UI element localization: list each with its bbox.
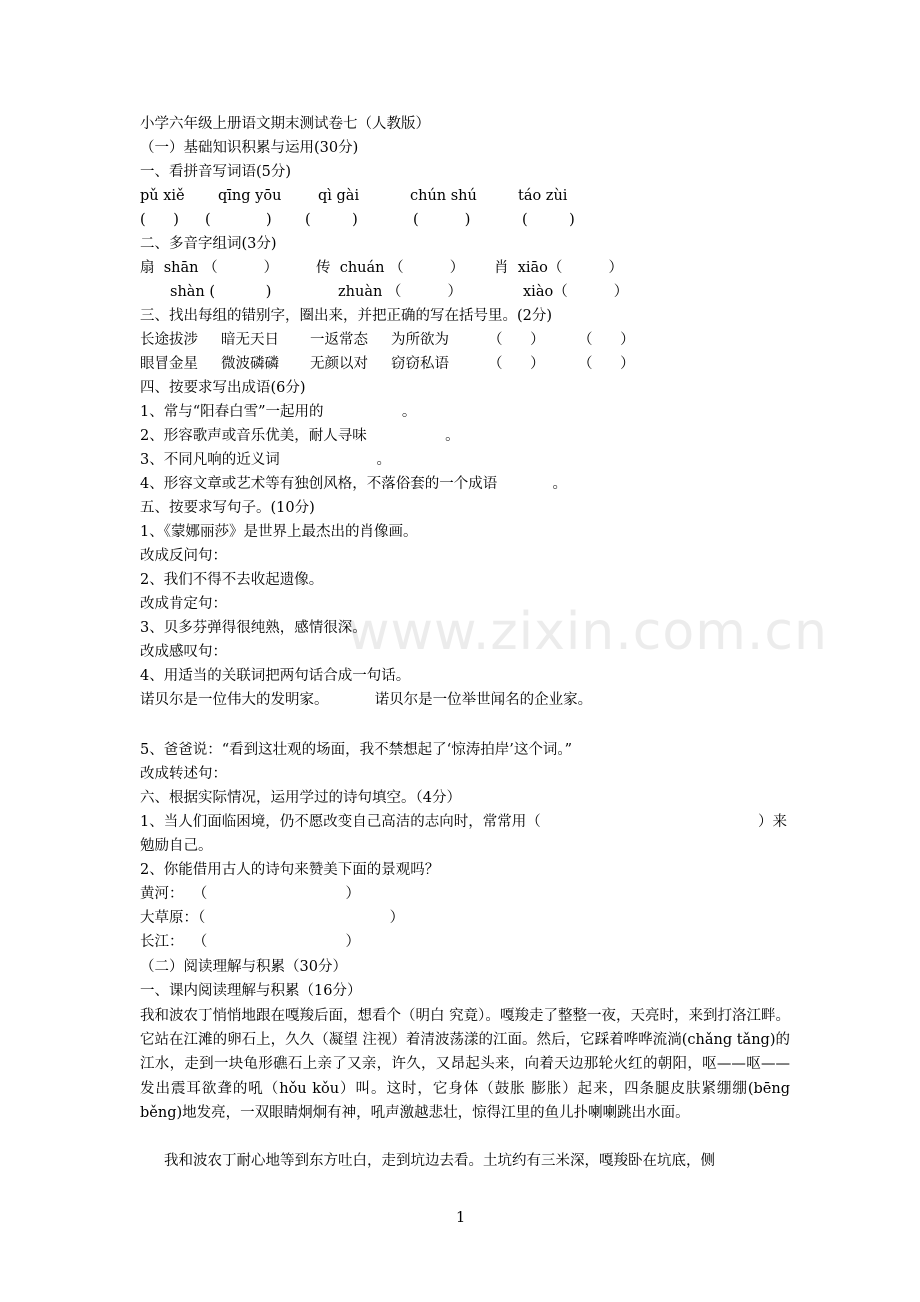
question-heading: 一、课内阅读理解与积累（16分） <box>140 983 362 999</box>
answer-blank: （ ） <box>488 332 545 348</box>
answer-blank: ( ) <box>522 212 575 228</box>
pinyin-5: táo zùi <box>518 188 568 204</box>
question-instruction: 改成肯定句： <box>140 596 227 612</box>
question-item: 1、常与“阳春白雪”一起用的 。 <box>140 404 417 420</box>
idiom-item: 无颜以对 <box>310 356 368 372</box>
idiom-item: 微波磷磷 <box>221 356 279 372</box>
answer-blank: ( ) <box>205 212 272 228</box>
polyphone-item: xiào（ ） <box>523 284 629 300</box>
pinyin-3: qì gài <box>318 188 360 204</box>
polyphone-item: 肖 xiāo（ ） <box>494 260 623 276</box>
idiom-item: 眼冒金星 <box>140 356 198 372</box>
question-heading: 一、看拼音写词语(5分) <box>140 164 292 180</box>
question-item: 1、《蒙娜丽莎》是世界上最杰出的肖像画。 <box>140 524 418 540</box>
answer-blank: ( ) <box>413 212 471 228</box>
reading-paragraph: 我和波农丁耐心地等到东方吐白，走到坑边去看。土坑约有三米深，嘎羧卧在坑底，侧 <box>164 1153 715 1169</box>
watermark: www.zixin.com.cn <box>347 602 828 662</box>
question-heading: 二、多音字组词(3分) <box>140 236 277 252</box>
idiom-item: 暗无天日 <box>221 332 279 348</box>
question-item: 1、当人们面临困境，仍不愿改变自己高洁的志向时，常常用（ <box>140 814 541 830</box>
question-item: 诺贝尔是一位伟大的发明家。 诺贝尔是一位举世闻名的企业家。 <box>140 692 593 708</box>
question-instruction: 改成转述句： <box>140 766 227 782</box>
section-heading: （一）基础知识积累与运用(30分) <box>140 140 359 156</box>
answer-blank: （ ） <box>578 332 635 348</box>
polyphone-item: 扇 shān （ ） <box>140 260 279 276</box>
question-item: 2、形容歌声或音乐优美，耐人寻味 。 <box>140 428 460 444</box>
question-item: 4、用适当的关联词把两句话合成一句话。 <box>140 668 411 684</box>
question-item: 3、贝多芬弹得很纯熟，感情很深。 <box>140 620 367 636</box>
answer-blank: ( ) <box>305 212 358 228</box>
fill-huanghe: 黄河： （ ） <box>140 886 360 902</box>
question-item-end: ）来 <box>758 814 787 830</box>
question-instruction: 改成反问句： <box>140 548 227 564</box>
question-heading: 三、找出每组的错别字，圈出来，并把正确的写在括号里。(2分) <box>140 308 553 324</box>
answer-blank: （ ） <box>578 356 635 372</box>
question-item: 3、不同凡响的近义词 。 <box>140 452 392 468</box>
question-item: 勉励自己。 <box>140 838 213 854</box>
idiom-item: 窃窃私语 <box>391 356 449 372</box>
polyphone-item: shàn ( ) <box>170 284 272 300</box>
fill-caoyuan: 大草原：（ ） <box>140 910 405 926</box>
question-item: 2、我们不得不去收起遗像。 <box>140 572 324 588</box>
idiom-item: 为所欲为 <box>391 332 449 348</box>
pinyin-2: qīng yōu <box>218 188 282 204</box>
fill-changjiang: 长江： （ ） <box>140 934 360 950</box>
idiom-item: 一返常态 <box>310 332 368 348</box>
section-heading: （二）阅读理解与积累（30分） <box>140 959 347 975</box>
reading-paragraph: 我和波农丁悄悄地跟在嘎羧后面，想看个（明白 究竟）。嘎羧走了整整一夜，天亮时，来到打洛江畔。它站在江滩的卵石上，久久（凝望 注视）着清波荡漾的江面。然后，它踩着哗哗流淌(chǎng tǎng)的江水，走到一块龟形礁石上亲了又亲，许久，又昂起头来，向着天边那轮火红的朝阳，呕——呕——发出震耳欲聋的吼（hǒu kǒu）叫。这时，它身体（鼓胀 膨胀）起来，四条腿皮肤紧绷绷(bēng běng)地发亮，一双眼睛炯炯有神，吼声激越悲壮，惊得江里的鱼儿扑喇喇跳出水面。 <box>140 1008 790 1121</box>
question-heading: 四、按要求写出成语(6分) <box>140 380 306 396</box>
idiom-item: 长途拔涉 <box>140 332 198 348</box>
question-heading: 五、按要求写句子。(10分) <box>140 500 315 516</box>
question-item: 5、爸爸说：“看到这壮观的场面，我不禁想起了‘惊涛拍岸’这个词。” <box>140 742 573 758</box>
page-title: 小学六年级上册语文期末测试卷七（人教版） <box>140 116 430 132</box>
polyphone-item: zhuàn （ ） <box>338 284 463 300</box>
question-instruction: 改成感叹句： <box>140 644 227 660</box>
pinyin-1: pǔ xiě <box>140 188 185 204</box>
question-item: 2、你能借用古人的诗句来赞美下面的景观吗？ <box>140 862 440 878</box>
polyphone-item: 传 chuán （ ） <box>316 260 465 276</box>
question-item: 4、形容文章或艺术等有独创风格，不落俗套的一个成语 。 <box>140 476 568 492</box>
answer-blank: （ ） <box>488 356 545 372</box>
question-heading: 六、根据实际情况，运用学过的诗句填空。（4分） <box>140 790 461 806</box>
answer-blank: ( ) <box>140 212 179 228</box>
page-number: 1 <box>456 1210 466 1226</box>
pinyin-4: chún shú <box>410 188 477 204</box>
